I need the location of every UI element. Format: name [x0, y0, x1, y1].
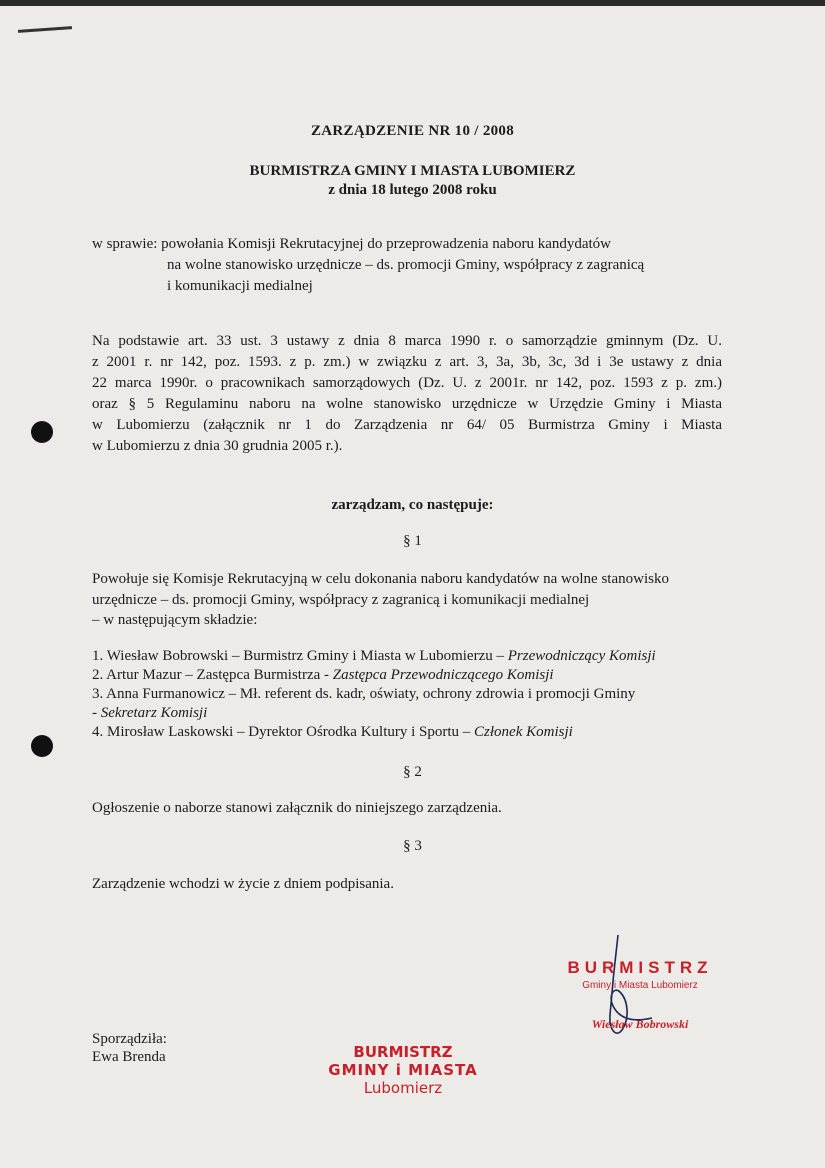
prepared-by-name: Ewa Brenda [92, 1049, 166, 1065]
paragraph-line: w Lubomierzu z dnia 30 grudnia 2005 r.). [92, 438, 343, 454]
paragraph-line: oraz § 5 Regulaminu naboru na wolne stanowisko urzędnicze w Urzędzie Gminy i Miasta [92, 396, 722, 412]
legal-basis-paragraph [92, 331, 722, 457]
office-stamp: BURMISTRZ GMINY i MIASTA Lubomierz [328, 1043, 478, 1097]
document-title: ZARZĄDZENIE NR 10 / 2008 [310, 123, 515, 139]
mayor-signature-stamp: BURMISTRZ Gminy i Miasta Lubomierz Wiesław Bobrowski [567, 958, 713, 1031]
subject-line: i komunikacji medialnej [167, 278, 313, 294]
section-mark: § 2 [403, 764, 422, 780]
member-role: Przewodniczący Komisji [507, 648, 656, 664]
decree-heading: zarządzam, co następuje: [331, 497, 494, 513]
section-text: – w następującym składzie: [92, 612, 258, 628]
section-text: Ogłoszenie o naborze stanowi załącznik do niniejszego zarządzenia. [92, 800, 502, 816]
punch-hole [31, 735, 53, 757]
issuer: BURMISTRZA GMINY I MIASTA LUBOMIERZ [249, 163, 576, 179]
paragraph-line: z 2001 r. nr 142, poz. 1593. z p. zm.) w związku z art. 3, 3a, 3b, 3c, 3d i 3e ustawy z dnia [92, 354, 722, 370]
section-mark: § 1 [403, 533, 422, 549]
subject-line: w sprawie: powołania Komisji Rekrutacyjnej do przeprowadzenia naboru kandydatów [92, 236, 612, 252]
section-text: urzędnicze – ds. promocji Gminy, współpracy z zagranicą i komunikacji medialnej [92, 592, 590, 608]
prepared-by-label: Sporządziła: [92, 1031, 167, 1047]
pen-mark [18, 26, 72, 33]
section-text: Powołuje się Komisje Rekrutacyjną w celu dokonania naboru kandydatów na wolne stanowisko [92, 571, 669, 587]
committee-member: 3. Anna Furmanowicz – Mł. referent ds. kadr, oświaty, ochrony zdrowia i promocji Gminy [92, 686, 636, 702]
member-role: - Sekretarz Komisji [92, 705, 208, 721]
committee-member: 2. Artur Mazur – Zastępca Burmistrza - Zastępca Przewodniczącego Komisji [92, 667, 554, 683]
committee-member: 1. Wiesław Bobrowski – Burmistrz Gminy i Miasta w Lubomierzu – Przewodniczący Komisji [92, 648, 656, 664]
subject-line: na wolne stanowisko urzędnicze – ds. promocji Gminy, współpracy z zagranicą [167, 257, 645, 273]
scan-edge [0, 0, 825, 6]
committee-member: 4. Mirosław Laskowski – Dyrektor Ośrodka Kultury i Sportu – Członek Komisji [92, 724, 573, 740]
section-mark: § 3 [403, 838, 422, 854]
paragraph-line: 22 marca 1990r. o pracownikach samorządowych (Dz. U. z 2001r. nr 142, poz. 1593 z p. zm.) [92, 375, 722, 391]
member-role: Członek Komisji [474, 724, 573, 740]
section-text: Zarządzenie wchodzi w życie z dniem podpisania. [92, 876, 394, 892]
paragraph-line: Na podstawie art. 33 ust. 3 ustawy z dnia 8 marca 1990 r. o samorządzie gminnym (Dz. U. [92, 333, 722, 349]
punch-hole [31, 421, 53, 443]
issue-date: z dnia 18 lutego 2008 roku [328, 182, 497, 198]
member-role: Zastępca Przewodniczącego Komisji [332, 667, 554, 683]
paragraph-line: w Lubomierzu (załącznik nr 1 do Zarządzenia nr 64/ 05 Burmistrza Gminy i Miasta [92, 417, 722, 433]
